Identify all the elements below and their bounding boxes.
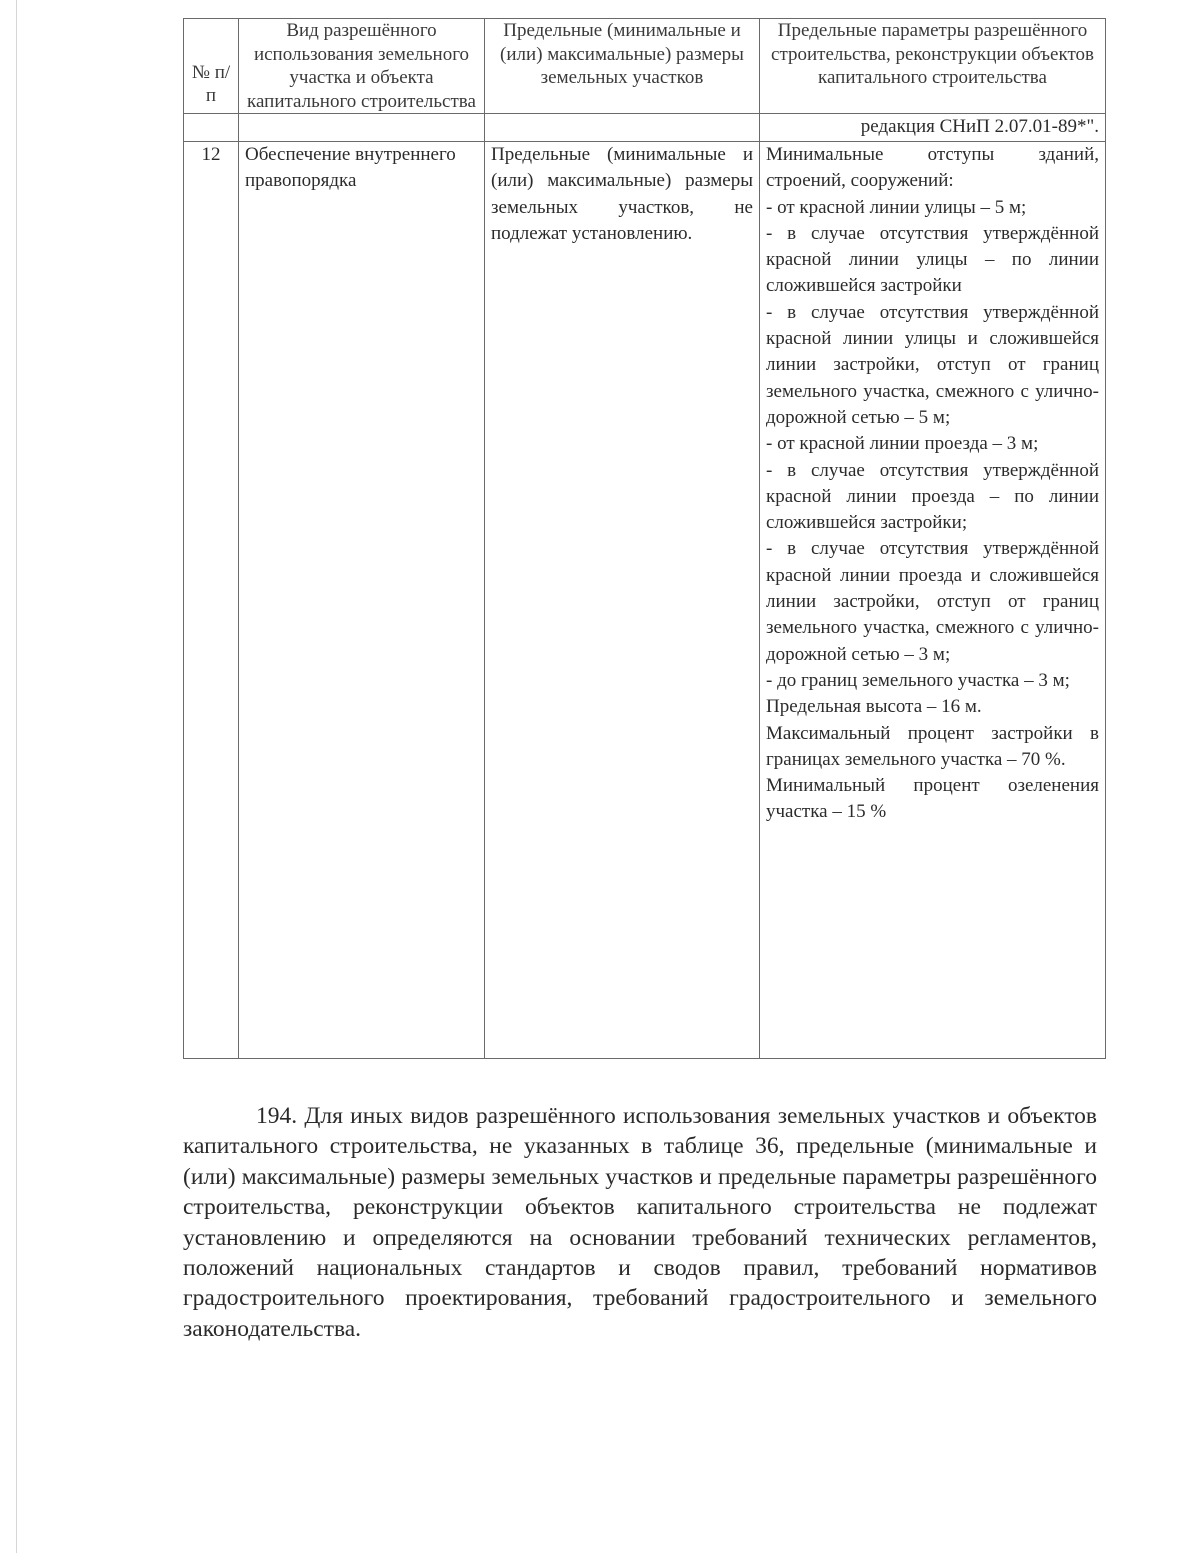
land-use-parameters-table bbox=[183, 18, 1106, 1059]
row-construction-params bbox=[760, 142, 1106, 1059]
param-line: Минимальный процент озеленения участка – 15 % bbox=[766, 775, 1099, 823]
continuation-text: редакция СНиП 2.07.01-89*". bbox=[760, 114, 1106, 142]
table-header-row bbox=[184, 19, 1106, 114]
continuation-cell-empty bbox=[239, 114, 485, 142]
header-permitted-use: Вид разрешённого использования земельного участка и объекта капитального строительства bbox=[239, 19, 485, 114]
param-line: - от красной линии проезда – 3 м; bbox=[766, 433, 1039, 455]
param-line: - в случае отсутствия утверждённой красной линии улицы – по линии сложившейся застройки bbox=[766, 222, 1099, 297]
param-line: Минимальные отступы зданий, строений, сооружений: bbox=[766, 144, 1099, 192]
header-construction-params: Предельные параметры разрешённого строительства, реконструкции объектов капитального строительства bbox=[760, 19, 1106, 114]
param-line: - до границ земельного участка – 3 м; bbox=[766, 669, 1070, 691]
paragraph-194: 194. Для иных видов разрешённого использования земельных участков и объектов капитального строительства, не указанных в таблице 36, предельные (минимальные и (или) максимальные) размеры земельных участков и предельные параметры разрешённого строительства, реконструкции объектов капитального строительства не подлежат установлению и определяются на основании требований технических регламентов, положений национальных стандартов и сводов правил, требований нормативов градостроительного проектирования, требований градостроительного и земельного законодательства. bbox=[183, 1103, 1097, 1342]
param-line: - в случае отсутствия утверждённой красной линии проезда – по линии сложившейся застройки; bbox=[766, 459, 1099, 534]
param-line: Максимальный процент застройки в границах земельного участка – 70 %. bbox=[766, 722, 1099, 770]
param-line: - от красной линии улицы – 5 м; bbox=[766, 196, 1027, 218]
param-line: - в случае отсутствия утверждённой красной линии проезда и сложившейся линии застройки, отступ от границ земельного участка, смежного с улично-дорожной сетью – 3 м; bbox=[766, 538, 1099, 665]
continuation-cell-empty bbox=[184, 114, 239, 142]
table-row bbox=[184, 142, 1106, 1059]
table-continuation-row bbox=[184, 114, 1106, 142]
row-plot-size: Предельные (минимальные и (или) максимальные) размеры земельных участков, не подлежат установлению. bbox=[485, 142, 760, 1059]
param-line: - в случае отсутствия утверждённой красной линии улицы и сложившейся линии застройки, отступ от границ земельного участка, смежного с улично-дорожной сетью – 5 м; bbox=[766, 301, 1099, 428]
continuation-cell-empty bbox=[485, 114, 760, 142]
param-line: Предельная высота – 16 м. bbox=[766, 696, 982, 718]
row-number: 12 bbox=[184, 142, 239, 1059]
scan-edge-line bbox=[16, 0, 17, 1553]
header-plot-size: Предельные (минимальные и (или) максимальные) размеры земельных участков bbox=[485, 19, 760, 114]
header-number: № п/п bbox=[184, 19, 239, 114]
row-permitted-use: Обеспечение внутреннего правопорядка bbox=[239, 142, 485, 1059]
